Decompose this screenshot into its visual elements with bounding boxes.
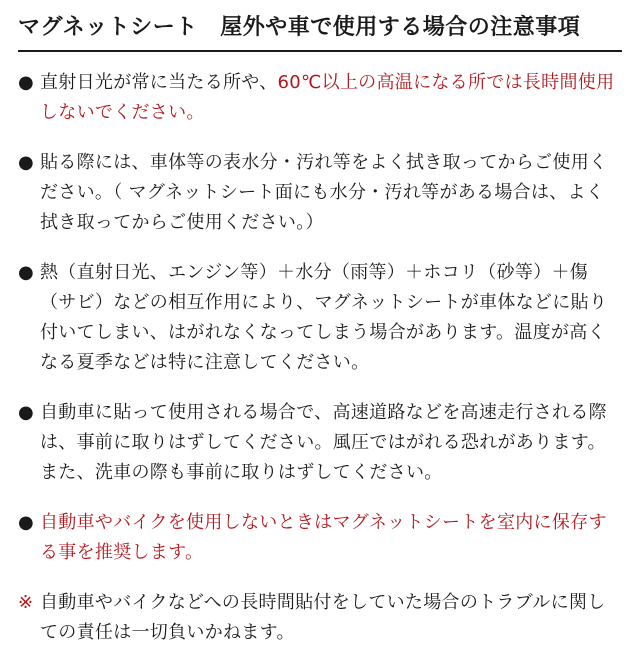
note-warning-segment: 60℃以上の高温になる所では長時間使用しないでください。 (40, 72, 615, 123)
notes-list (18, 68, 622, 648)
bullet-icon: ● (18, 152, 34, 173)
note-item-high-temperature (18, 68, 622, 128)
asterisk-icon: ※ (18, 592, 34, 613)
note-text (40, 258, 622, 378)
note-text (40, 68, 622, 128)
note-text-segment: 自動車やバイクなどへの長時間貼付をしていた場合のトラブルに関しての責任は一切負いかねます。 (40, 592, 606, 643)
note-text (40, 508, 622, 568)
note-warning-segment: 自動車やバイクを使用しないときはマグネットシートを室内に保存する事を推奨します。 (40, 512, 607, 563)
note-text (40, 588, 622, 648)
note-text (40, 148, 622, 238)
note-text-segment: 貼る際には、車体等の表水分・汚れ等をよく拭き取ってからご使用ください。（ マグネットシート面にも水分・汚れ等がある場合は、よく拭き取ってからご使用ください。） (40, 152, 608, 233)
note-text (40, 398, 622, 488)
bullet-icon: ● (18, 402, 34, 423)
note-item-sticking-risk (18, 258, 622, 378)
page-title: マグネットシート 屋外や車で使用する場合の注意事項 (18, 15, 581, 40)
note-text-segment: 直射日光が常に当たる所や、 (40, 72, 278, 93)
note-item-disclaimer (18, 588, 622, 648)
note-item-indoor-storage (18, 508, 622, 568)
bullet-icon: ● (18, 72, 34, 93)
title-divider (18, 50, 622, 52)
bullet-icon: ● (18, 262, 34, 283)
bullet-icon: ● (18, 512, 34, 533)
note-text-segment: 自動車に貼って使用される場合で、高速道路などを高速走行される際は、事前に取りはずしてください。風圧ではがれる恐れがあります。また、洗車の際も事前に取りはずしてください。 (40, 402, 607, 483)
note-text-segment: 熱（直射日光、エンジン等）＋水分（雨等）＋ホコリ（砂等）＋傷（サビ）などの相互作用により、マグネットシートが車体などに貼り付いてしまい、はがれなくなってしまう場合があります。温度が高くなる夏季などは特に注意してください。 (40, 262, 608, 373)
note-item-clean-surface (18, 148, 622, 238)
note-item-highway-removal (18, 398, 622, 488)
